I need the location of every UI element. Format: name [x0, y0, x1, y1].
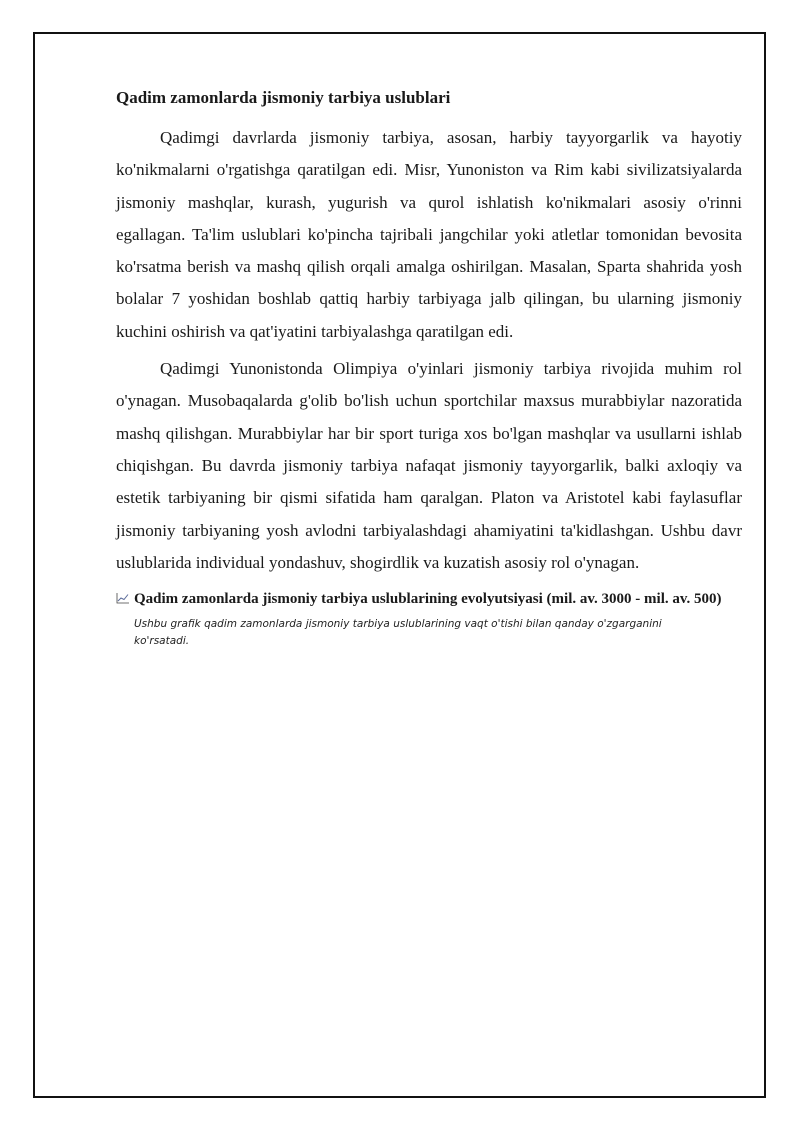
- paragraph-2: Qadimgi Yunonistonda Olimpiya o'yinlari jismoniy tarbiya rivojida muhim rol o'ynagan. Musobaqalarda g'olib bo'lish uchun sportchilar maxsus murabbiylar nazoratida mashq qilishgan. Murabbiylar har bir sport turiga xos bo'lgan mashqlar va usullarni ishlab chiqishgan. Bu davrda jismoniy tarbiya nafaqat jismoniy tayyorgarlik, balki axloqiy va estetik tarbiyaning bir qismi sifatida ham qaralgan. Platon va Aristotel kabi faylasuflar jismoniy tarbiyaning yosh avlodni tarbiyalashdagi ahamiyatini ta'kidlashgan. Ushbu davr uslublarida individual yondashuv, shogirdlik va kuzatish asosiy rol o'ynagan.: [116, 359, 742, 572]
- paragraph-1: Qadimgi davrlarda jismoniy tarbiya, asosan, harbiy tayyorgarlik va hayotiy ko'nikmalarni o'rgatishga qaratilgan edi. Misr, Yunoniston va Rim kabi sivilizatsiyalarda jismoniy mashqlar, kurash, yugurish va qurol ishlatish ko'nikmalari asosiy o'rinni egallagan. Ta'lim uslublari ko'pincha tajribali jangchilar yoki atletlar tomonidan bevosita ko'rsatma berish va mashq qilish orqali amalga oshirilgan. Masalan, Sparta shahrida yosh bolalar 7 yoshidan boshlab qattiq harbiy tarbiyaga jalb qilingan, bu ularning jismoniy kuchini oshirish va qat'iyatini tarbiyalashga qaratilgan edi.: [116, 128, 742, 341]
- figure-caption: [116, 589, 742, 610]
- figure-caption-text: Qadim zamonlarda jismoniy tarbiya uslublarining evolyutsiyasi (mil. av. 3000 - mil. av. 500): [134, 591, 722, 608]
- document-body: [116, 84, 742, 650]
- chart-increasing-icon: [116, 592, 130, 604]
- section-heading: Qadim zamonlarda jismoniy tarbiya uslublari: [116, 88, 451, 107]
- figure-description: Ushbu grafik qadim zamonlarda jismoniy tarbiya uslublarining vaqt o'tishi bilan qanday o'zgarganini ko'rsatadi.: [134, 618, 662, 648]
